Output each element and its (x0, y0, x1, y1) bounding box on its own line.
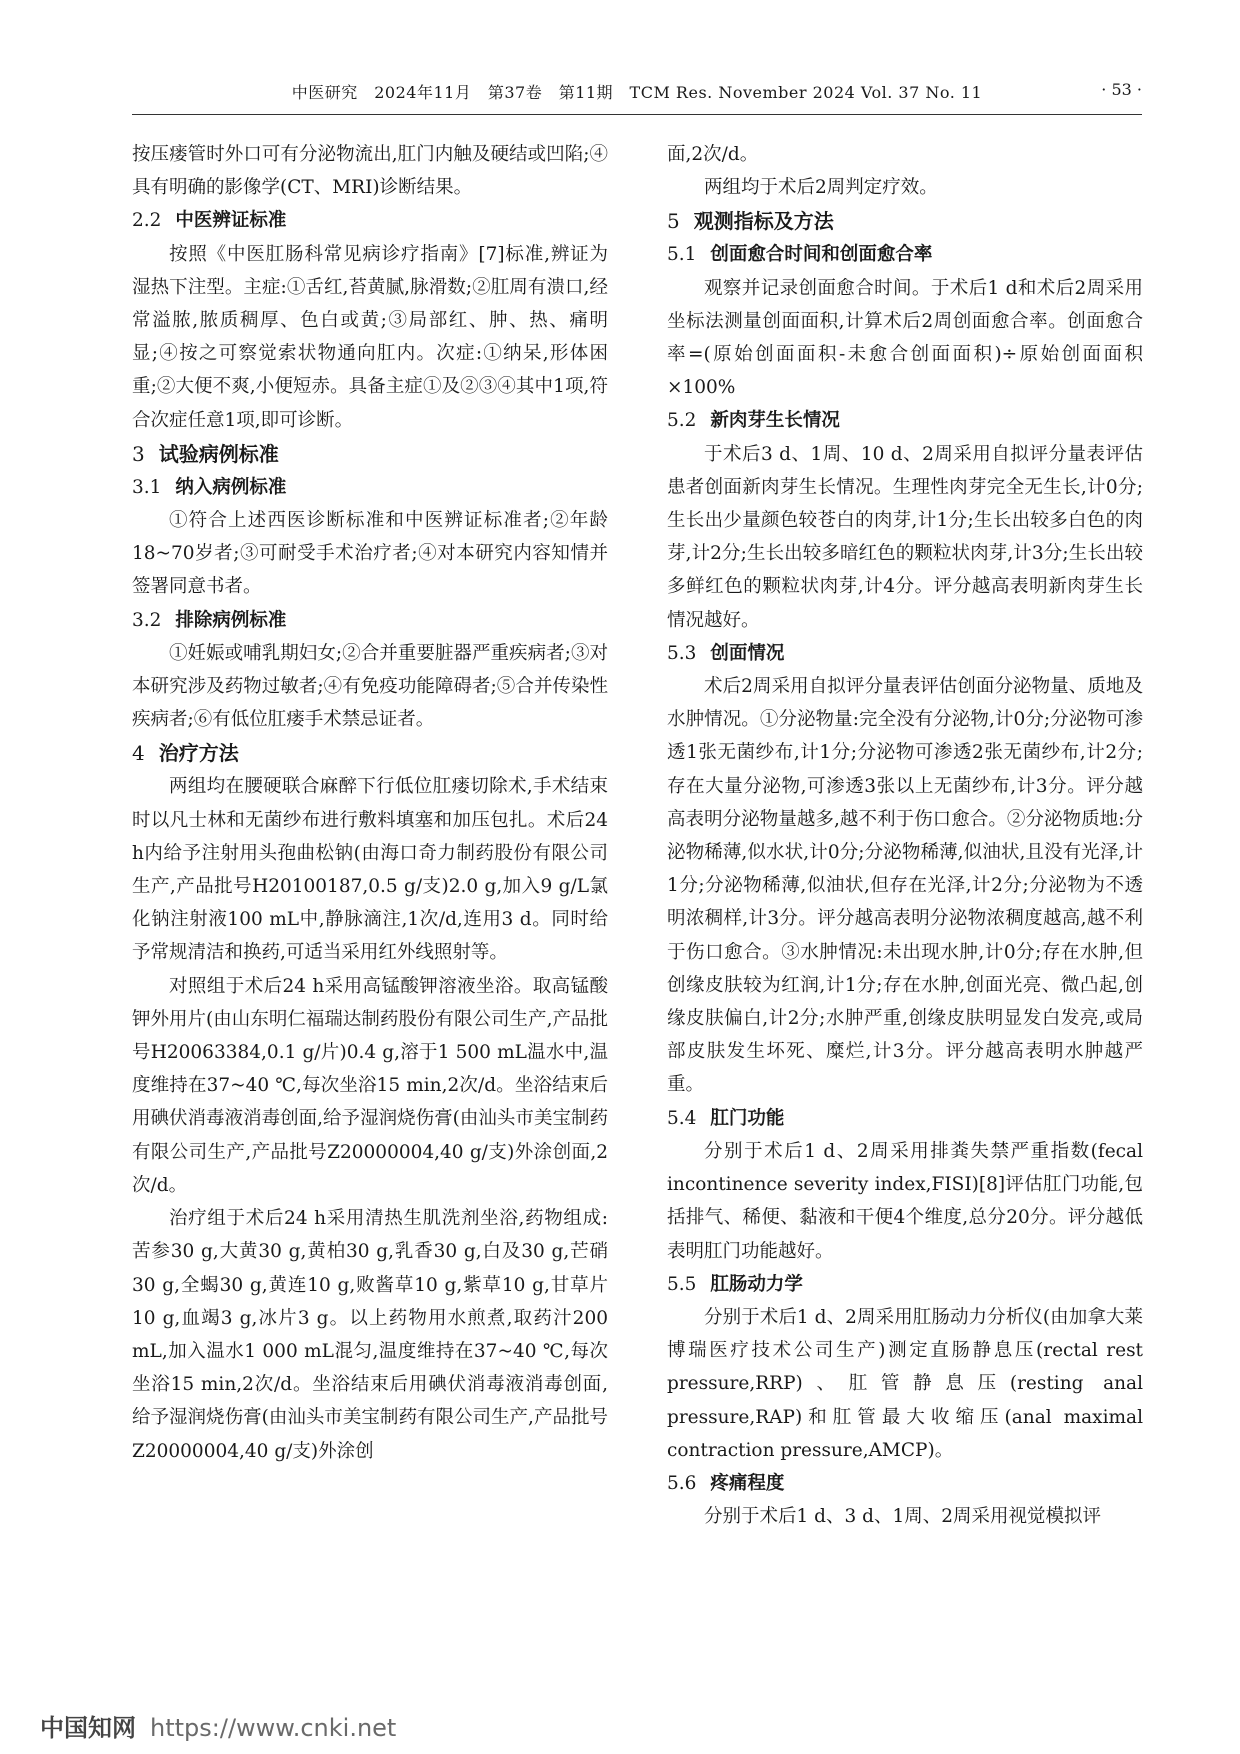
section-title: 排除病例标准 (175, 609, 287, 631)
paragraph: 按照《中医肛肠科常见病诊疗指南》[7]标准,辨证为湿热下注型。主症:①舌红,苔黄腻,脉滑数;②肛周有溃口,经常溢脓,脓质稠厚、色白或黄;③局部红、肿、热、痛明显;④按之可察觉索状物通向肛内。次症:①纳呆,形体困重;②大便不爽,小便短赤。具备主症①及②③④其中1项,符合次症任意1项,即可诊断。 (132, 243, 608, 431)
section-title: 新肉芽生长情况 (710, 410, 840, 432)
left-column (132, 138, 608, 1468)
section-title: 纳入病例标准 (175, 476, 287, 498)
paragraph: ①妊娠或哺乳期妇女;②合并重要脏器严重疾病者;③对本研究涉及药物过敏者;④有免疫功能障碍者;⑤合并传染性疾病者;⑥有低位肛瘘手术禁忌证者。 (132, 642, 608, 731)
paragraph: 两组均在腰硬联合麻醉下行低位肛瘘切除术,手术结束时以凡士林和无菌纱布进行敷料填塞和加压包扎。术后24 h内给予注射用头孢曲松钠(由海口奇力制药股份有限公司生产,产品批号H20100187,0.5 g/支)2.0 g,加入9 g/L氯化钠注射液100 mL中,静脉滴注,1次/d,连用3 d。同时给予常规清洁和换药,可适当采用红外线照射等。 (132, 776, 608, 964)
paragraph: 术后2周采用自拟评分量表评估创面分泌物量、质地及水肿情况。①分泌物量:完全没有分泌物,计0分;分泌物可渗透1张无菌纱布,计1分;分泌物可渗透2张无菌纱布,计2分;存在大量分泌物,可渗透3张以上无菌纱布,计3分。评分越高表明分泌物量越多,越不利于伤口愈合。②分泌物质地:分泌物稀薄,似水状,计0分;分泌物稀薄,似油状,且没有光泽,计1分;分泌物稀薄,似油状,但存在光泽,计2分;分泌物为不透明浓稠样,计3分。评分越高表明分泌物浓稠度越高,越不利于伤口愈合。③水肿情况:未出现水肿,计0分;存在水肿,但创缘皮肤较为红润,计1分;存在水肿,创面光亮、微凸起,创缘皮肤偏白,计2分;水肿严重,创缘皮肤明显发白发亮,或局部皮肤发生坏死、糜烂,计3分。评分越高表明水肿越严重。 (667, 676, 1143, 1096)
section-title: 试验病例标准 (158, 441, 279, 466)
section-heading (667, 204, 1143, 238)
section-number: 4 (132, 741, 145, 766)
page-number: · 53 · (1101, 80, 1142, 99)
section-number: 3.1 (132, 476, 162, 498)
section-number: 5.4 (667, 1107, 697, 1129)
section-title: 肛肠动力学 (710, 1273, 803, 1295)
paragraph: 于术后3 d、1周、10 d、2周采用自拟评分量表评估患者创面新肉芽生长情况。生理性肉芽完全无生长,计0分;生长出少量颜色较苍白的肉芽,计1分;生长出较多白色的肉芽,计2分;生长出较多暗红色的颗粒状肉芽,计3分;生长出较多鲜红色的颗粒状肉芽,计4分。评分越高表明新肉芽生长情况越好。 (667, 443, 1143, 631)
section-number: 3 (132, 441, 145, 466)
section-heading (132, 604, 608, 637)
paragraph: 治疗组于术后24 h采用清热生肌洗剂坐浴,药物组成:苦参30 g,大黄30 g,黄柏30 g,乳香30 g,白及30 g,芒硝30 g,全蝎30 g,黄连10 g,败酱草10 g,紫草10 g,甘草片10 g,血竭3 g,冰片3 g。以上药物用水煎煮,取药汁200 mL,加入温水1 000 mL混匀,温度维持在37~40 ℃,每次坐浴15 min,2次/d。坐浴结束后用碘伏消毒液消毒创面,给予湿润烧伤膏(由汕头市美宝制药有限公司生产,产品批号Z20000004,40 g/支)外涂创 (132, 1208, 608, 1462)
section-heading (667, 637, 1143, 670)
cnki-watermark (40, 1708, 396, 1743)
section-heading (667, 1467, 1143, 1500)
section-heading (667, 404, 1143, 437)
section-heading (132, 471, 608, 504)
paragraph: 两组均于术后2周判定疗效。 (704, 177, 938, 199)
cnki-url[interactable]: https://www.cnki.net (150, 1714, 397, 1742)
section-title: 疼痛程度 (710, 1472, 785, 1494)
section-title: 中医辨证标准 (175, 210, 287, 232)
right-column (667, 138, 1143, 1533)
running-header (132, 78, 1142, 115)
section-heading (667, 1102, 1143, 1135)
section-title: 创面愈合时间和创面愈合率 (710, 244, 933, 266)
section-number: 5.6 (667, 1472, 697, 1494)
section-number: 5.2 (667, 410, 697, 432)
section-number: 5.5 (667, 1273, 697, 1295)
section-title: 肛门功能 (710, 1107, 785, 1129)
paragraph: 按压瘘管时外口可有分泌物流出,肛门内触及硬结或凹陷;④具有明确的影像学(CT、MRI)诊断结果。 (132, 144, 608, 199)
paragraph: 面,2次/d。 (667, 144, 759, 165)
paragraph: 分别于术后1 d、3 d、1周、2周采用视觉模拟评 (704, 1506, 1102, 1528)
paragraph: 对照组于术后24 h采用高锰酸钾溶液坐浴。取高锰酸钾外用片(由山东明仁福瑞达制药股份有限公司生产,产品批号H20063384,0.1 g/片)0.4 g,溶于1 500 mL温水中,温度维持在37~40 ℃,每次坐浴15 min,2次/d。坐浴结束后用碘伏消毒液消毒创面,给予湿润烧伤膏(由汕头市美宝制药有限公司生产,产品批号Z20000004,40 g/支)外涂创面,2次/d。 (132, 975, 608, 1196)
cnki-logo: 中国知网 (40, 1714, 136, 1742)
section-title: 观测指标及方法 (693, 209, 834, 234)
paragraph: 观察并记录创面愈合时间。于术后1 d和术后2周采用坐标法测量创面面积,计算术后2周创面愈合率。创面愈合率=(原始创面面积-未愈合创面面积)÷原始创面面积×100% (667, 277, 1143, 399)
paragraph: ①符合上述西医诊断标准和中医辨证标准者;②年龄18~70岁者;③可耐受手术治疗者;④对本研究内容知情并签署同意书者。 (132, 510, 608, 598)
section-heading (132, 736, 608, 770)
section-title: 治疗方法 (158, 741, 239, 766)
running-title: 中医研究 2024年11月 第37卷 第11期 TCM Res. November 2024 Vol. 37 No. 11 (291, 83, 983, 102)
paragraph: 分别于术后1 d、2周采用肛肠动力分析仪(由加拿大莱博瑞医疗技术公司生产)测定直肠静息压(rectal rest pressure,RRP)、肛管静息压(resting anal pressure,RAP)和肛管最大收缩压(anal maximal contraction pressure,AMCP)。 (667, 1306, 1143, 1461)
section-number: 2.2 (132, 210, 162, 232)
section-heading (667, 238, 1143, 271)
section-number: 5 (667, 209, 680, 234)
section-number: 5.1 (667, 244, 697, 266)
section-heading (132, 437, 608, 471)
section-number: 5.3 (667, 642, 697, 664)
section-heading (132, 204, 608, 237)
section-heading (667, 1268, 1143, 1301)
section-title: 创面情况 (710, 642, 785, 664)
section-number: 3.2 (132, 609, 162, 631)
paragraph: 分别于术后1 d、2周采用排粪失禁严重指数(fecal incontinence severity index,FISI)[8]评估肛门功能,包括排气、稀便、黏液和干便4个维度,总分20分。评分越低表明肛门功能越好。 (667, 1140, 1143, 1262)
